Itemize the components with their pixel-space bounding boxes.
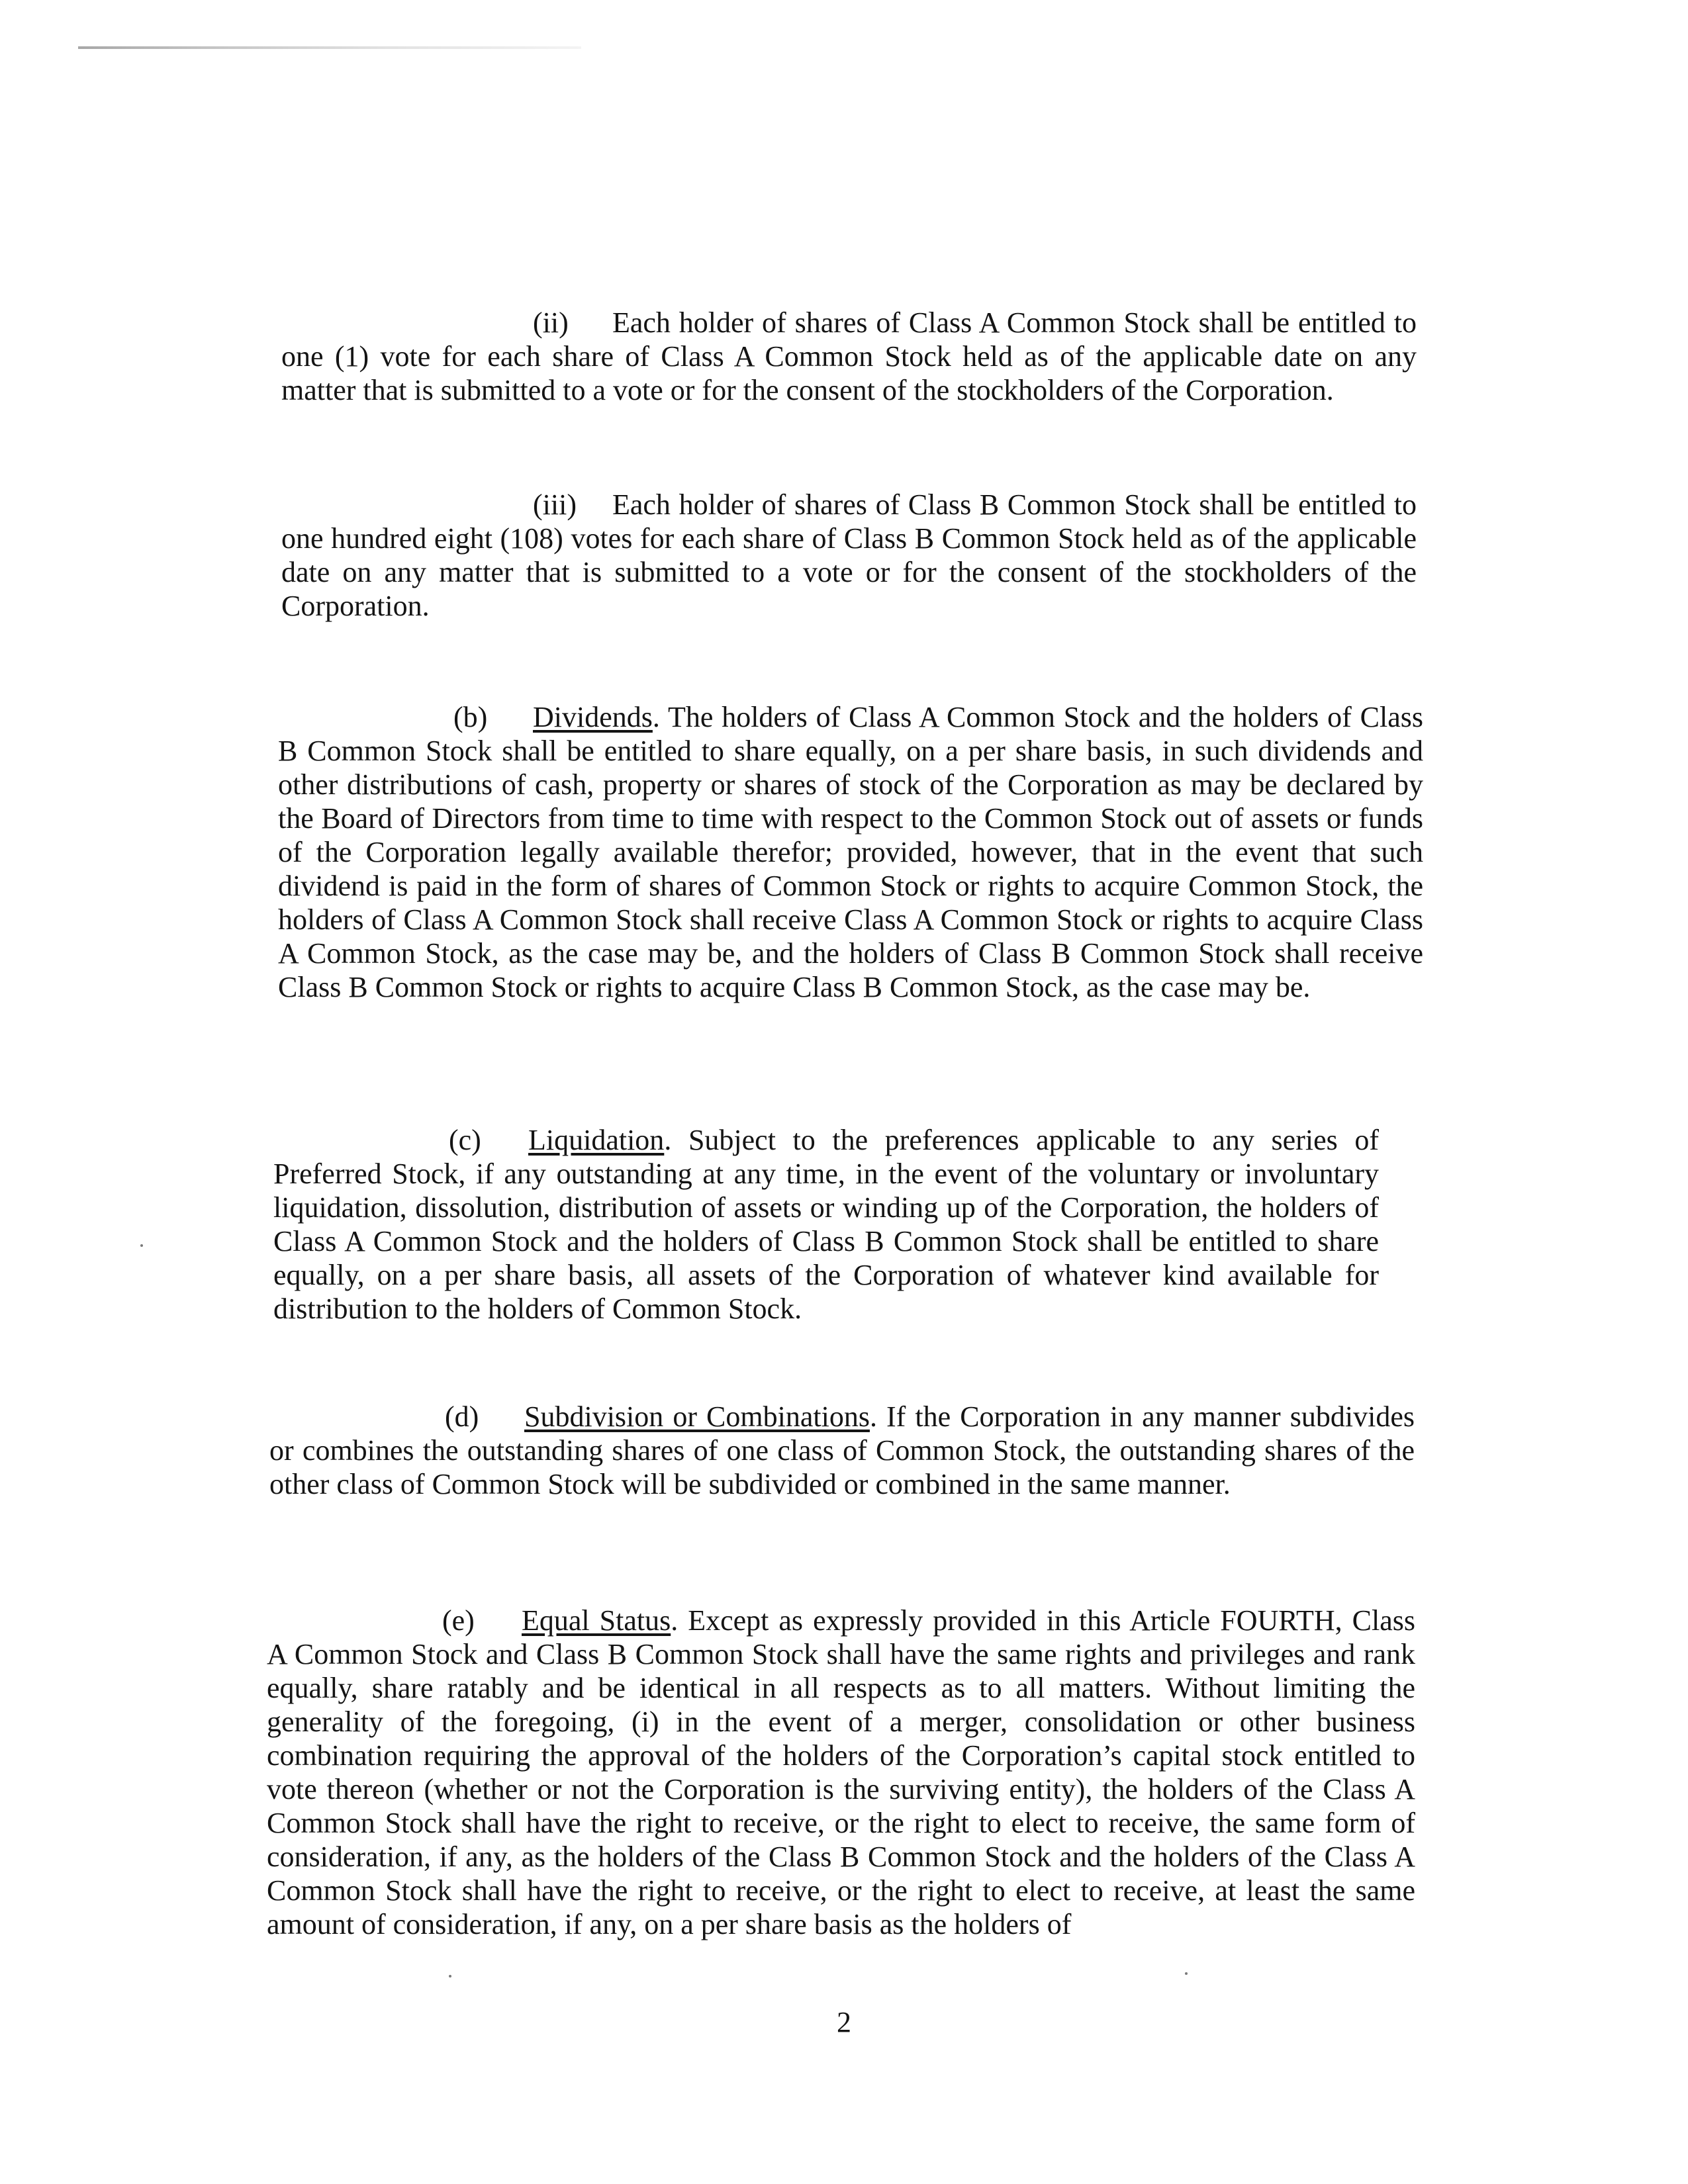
paragraph-dividends	[278, 700, 1423, 1004]
clause-label: (ii)	[533, 306, 569, 339]
clause-label: (b)	[453, 701, 488, 733]
clause-label: (iii)	[533, 488, 577, 521]
paragraph-liquidation	[273, 1123, 1379, 1326]
section-heading: Equal Status	[522, 1604, 671, 1637]
paragraph-a-iii	[281, 488, 1417, 623]
clause-text: Each holder of shares of Class B Common Stock shall be entitled to one hundred eight (108) votes for each share of Class B Common Stock held as of the applicable date on any matter that is submitted to a vote or for the consent of the stockholders of the Corporation.	[281, 488, 1417, 622]
clause-text: Each holder of shares of Class A Common Stock shall be entitled to one (1) vote for each share of Class A Common Stock held as of the applicable date on any matter that is submitted to a vote or for the consent of the stockholders of the Corporation.	[281, 306, 1417, 406]
section-heading: Liquidation	[528, 1124, 665, 1156]
scan-speck	[140, 1244, 143, 1247]
paragraph-subdivision	[269, 1400, 1415, 1501]
clause-text: . Except as expressly provided in this Article FOURTH, Class A Common Stock and Class B Common Stock shall have the same rights and privileges and rank equally, share ratably and be identical in all respects as to all matters. Without limiting the generality of the foregoing, (i) in the event of a merger, consolidation or other business combination requiring the approval of the holders of the Corporation’s capital stock entitled to vote thereon (whether or not the Corporation is the surviving entity), the holders of the Class A Common Stock shall have the right to receive, or the right to elect to receive, the same form of consideration, if any, as the holders of the Class B Common Stock and the holders of the Class A Common Stock shall have the right to receive, or the right to elect to receive, at least the same amount of consideration, if any, on a per share basis as the holders of	[267, 1604, 1416, 1940]
clause-text: . If the Corporation in any manner subdivides or combines the outstanding shares of one class of Common Stock, the outstanding shares of the other class of Common Stock will be subdivided or combined in the same manner.	[269, 1400, 1415, 1500]
paragraph-equal-status	[267, 1604, 1415, 1941]
scan-speck	[449, 1975, 451, 1978]
page-number: 2	[837, 2006, 851, 2038]
clause-text: . The holders of Class A Common Stock and the holders of Class B Common Stock shall be entitled to share equally, on a per share basis, in such dividends and other distributions of cash, property or shares of stock of the Corporation as may be declared by the Board of Directors from time to time with respect to the Common Stock out of assets or funds of the Corporation legally available therefor; provided, however, that in the event that such dividend is paid in the form of shares of Common Stock or rights to acquire Common Stock, the holders of Class A Common Stock shall receive Class A Common Stock or rights to acquire Class A Common Stock, as the case may be, and the holders of Class B Common Stock shall receive Class B Common Stock or rights to acquire Class B Common Stock, as the case may be.	[278, 701, 1423, 1003]
clause-label: (c)	[449, 1124, 481, 1156]
clause-label: (e)	[442, 1604, 475, 1637]
clause-text: . Subject to the preferences applicable to any series of Preferred Stock, if any outstanding at any time, in the event of the voluntary or involuntary liquidation, dissolution, distribution of assets or winding up of the Corporation, the holders of Class A Common Stock and the holders of Class B Common Stock shall be entitled to share equally, on a per share basis, all assets of the Corporation of whatever kind available for distribution to the holders of Common Stock.	[273, 1124, 1379, 1325]
section-heading: Dividends	[533, 701, 653, 733]
clause-label: (d)	[445, 1400, 479, 1433]
paragraph-a-ii	[281, 306, 1417, 407]
section-heading: Subdivision or Combinations	[524, 1400, 870, 1433]
scan-speck	[1185, 1972, 1188, 1975]
